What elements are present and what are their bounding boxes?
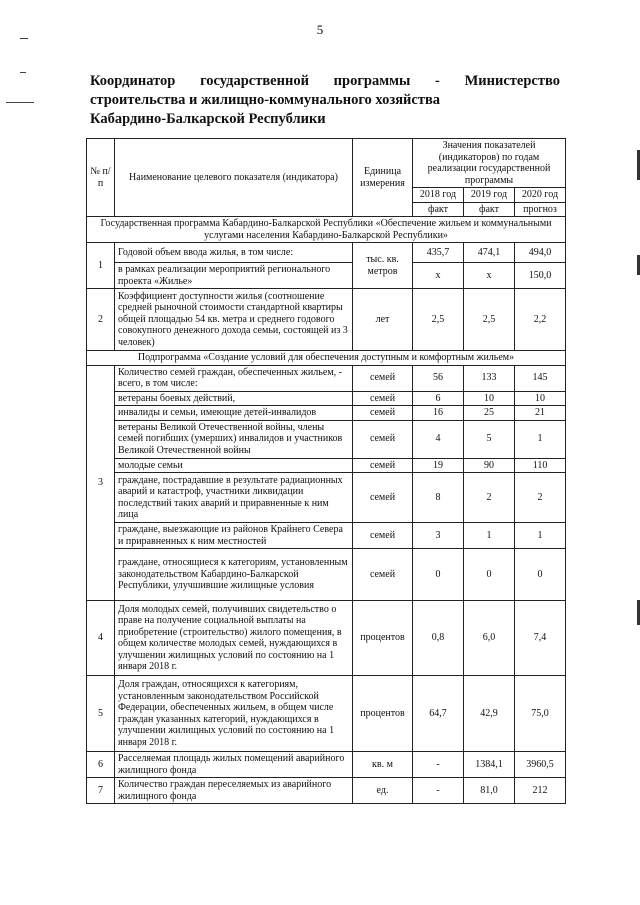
page-number: 5: [316, 22, 324, 37]
program-title: Государственная программа Кабардино-Балкарской Республики «Обеспечение жильем и коммунальными услугами населения Кабардино-Балкарской Республики»: [87, 217, 566, 243]
table-row: 7 Количество граждан переселяемых из аварийного жилищного фонда ед. - 81,0 212: [87, 778, 566, 804]
table-row: инвалиды и семьи, имеющие детей-инвалидов семей 16 25 21: [87, 406, 566, 421]
table-row: в рамках реализации мероприятий регионального проекта «Жилье» х х 150,0: [87, 263, 566, 289]
heading-line-2: строительства и жилищно-коммунального хозяйства: [90, 92, 441, 108]
header-year: 2020 год: [515, 188, 566, 203]
table-header-row: [87, 139, 566, 188]
table-row: молодые семьи семей 19 90 110: [87, 458, 566, 473]
program-title-row: [87, 217, 566, 243]
table-row: граждане, выезжающие из районов Крайнего Севера и приравненных к ним местностей семей 3 1 1: [87, 523, 566, 549]
header-kind: факт: [413, 202, 464, 217]
header-year: 2018 год: [413, 188, 464, 203]
table-row: 5 Доля граждан, относящихся к категориям, установленным законодательством Российской Федерации, обеспеченных жильем, в общем числе граждан указанных категорий, нуждающихся в улучшении жилищных условий по состоянию на 1 января 2018 г. процентов 64,7 42,9 75,0: [87, 676, 566, 752]
header-name: Наименование целевого показателя (индикатора): [115, 139, 353, 217]
header-year: 2019 год: [464, 188, 515, 203]
table-row: ветераны Великой Отечественной войны, члены семей погибших (умерших) инвалидов и участников Великой Отечественной войны семей 4 5 1: [87, 420, 566, 458]
table-row: ветераны боевых действий, семей 6 10 10: [87, 391, 566, 406]
heading-line-1: Координатор государственной программы - Министерство: [90, 73, 560, 89]
header-num: № п/п: [87, 139, 115, 217]
table-row: 3 Количество семей граждан, обеспеченных жильем, - всего, в том числе: семей 56 133 145: [87, 365, 566, 391]
table-row: 2 Коэффициент доступности жилья (соотношение средней рыночной стоимости стандартной квартиры общей площадью 54 кв. метра и среднего годового совокупного денежного дохода семьи, состоящей из 3 человек) лет 2,5 2,5 2,2: [87, 289, 566, 351]
table-row: граждане, относящиеся к категориям, установленным законодательством Кабардино-Балкарской Республики, улучшившие жилищные условия семей 0 0 0: [87, 549, 566, 601]
table-row: 6 Расселяемая площадь жилых помещений аварийного жилищного фонда кв. м - 1384,1 3960,5: [87, 752, 566, 778]
table-row: граждане, пострадавшие в результате радиационных аварий и катастроф, участники ликвидации последствий таких аварий и приравненные к ним лица семей 8 2 2: [87, 473, 566, 523]
header-kind: факт: [464, 202, 515, 217]
header-values: Значения показателей (индикаторов) по годам реализации государственной программы: [413, 139, 566, 188]
table-row: 4 Доля молодых семей, получивших свидетельство о праве на получение социальной выплаты на приобретение (строительство) жилого помещения, в общем количестве молодых семей, нуждающихся в улучшении жилищных условий по состоянию на 1 января 2018 г. процентов 0,8 6,0 7,4: [87, 601, 566, 676]
subprogram-title: Подпрограмма «Создание условий для обеспечения доступным и комфортным жильем»: [87, 351, 566, 366]
header-kind: прогноз: [515, 202, 566, 217]
header-unit: Единица измерения: [353, 139, 413, 217]
indicators-table: [86, 138, 566, 804]
subprogram-title-row: [87, 351, 566, 366]
document-heading: [90, 72, 560, 129]
table-row: 1 Годовой объем ввода жилья, в том числе: тыс. кв. метров 435,7 474,1 494,0: [87, 243, 566, 263]
heading-line-3: Кабардино-Балкарской Республики: [90, 111, 326, 127]
